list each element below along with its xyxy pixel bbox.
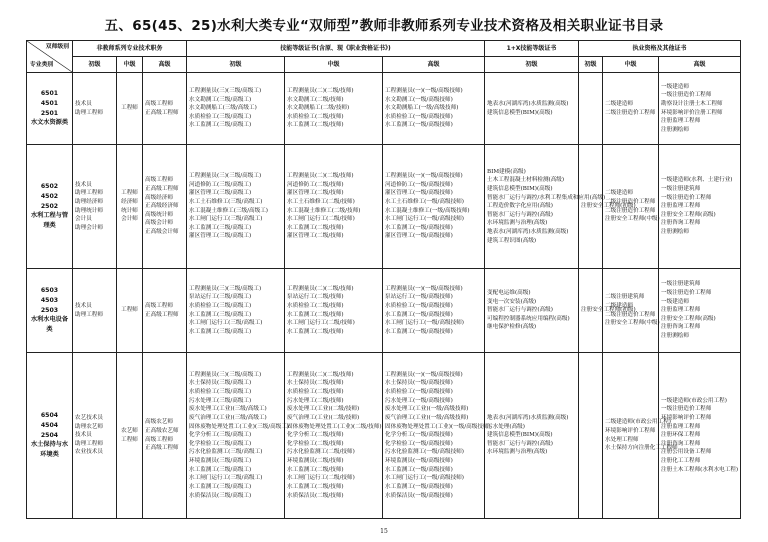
cert-item: 水质检验工(一级/高级技师) [385,388,453,395]
cert-item: 智能水厂运行与调控/水利工程集成和应用(高级) [487,194,606,201]
practice-junior-cell [579,73,603,145]
cert-item: 高级工程师 [145,177,173,184]
cert-item: 水工监测工(二级/技师) [287,224,344,231]
cert-item: 水土保持员(三级/高级工) [189,380,252,387]
practice-senior-cell [659,269,741,353]
cert-item: 二级注册建筑师 [605,294,645,301]
cert-item: 助理工程师 [75,311,103,318]
category-code: 4502 [40,193,59,201]
cert-item: BIM建模(高级) [487,168,526,175]
group-header-practice: 执业资格及其他证书 [579,41,741,57]
cert-item: 注册环保工程师 [661,432,701,439]
cert-item: 正高级工程师 [145,445,179,452]
cert-item: 水工土石维修工(一级/高级技师) [385,198,464,205]
cert-item: 水工闸门运行工(三级/高级工) [189,320,263,327]
cert-item: 灌区管理工(三级/高级工) [189,190,252,197]
cert-item: 注册咨询工程师 [661,324,701,331]
cert-item: 水工混凝土维修工(三级/高级工) [189,207,268,214]
cert-item: 废水处理工(工业)(一级/高级技师) [385,406,469,413]
level-header: 初级 [187,57,285,73]
category-name: 水利工程与管理类 [30,212,69,229]
skill-junior-cell [187,73,285,145]
cert-item: 化学检验工(一级/高级技师) [385,440,453,447]
nonteacher-mid-cell [117,353,143,519]
cert-item: 水工监测工(一级/高级技师) [385,484,453,491]
cert-item: 水质检验工(一级/高级技师) [385,113,453,120]
cert-item: 注册安全工程师(中级) [605,320,660,327]
level-header: 高级 [659,57,741,73]
category-code: 6501 [40,90,59,98]
cert-item: 水文勘测工(三级/高级工) [189,96,252,103]
cert-item: 水工闸门运行工(三级/高级工) [189,475,263,482]
skill-junior-cell [187,145,285,269]
cert-item: 注册监理工程师 [661,307,701,314]
group-header-nonteacher: 非教师系列专业技术职务 [73,41,187,57]
cert-item: 水质检验工(一级/高级技师) [385,302,453,309]
cert-item: 注册安全工程师(高级) [661,211,716,218]
cert-item: 二级建造师 [605,302,633,309]
cert-item: 二级建造师 [605,190,633,197]
cert-item: 水质保洁员(三级/高级工) [189,492,252,499]
cert-item: 污水化验监测工(二级/技师) [287,449,355,456]
cert-item: 水工闸门运行工(二级/技师) [287,320,355,327]
cert-item: 助理统计师 [75,207,103,214]
cert-item: 正高级农艺师 [145,427,179,434]
cert-item: 水工混凝土维修工(二级/技师) [287,207,361,214]
cert-item: 水工闸门运行工(三级/高级工) [189,216,263,223]
cert-item: 二级注册造价工程师 [605,198,656,205]
cert-item: 水文勘测船工(二级/技师) [287,105,350,112]
cert-item: 注册监理工程师 [661,423,701,430]
cert-item: 固体废物处理处置工(工业)(二级/技师) [287,423,382,430]
cert-item: 注册安全工程师(中级) [605,216,660,223]
cert-item: 一级注册造价工程师 [661,406,712,413]
cert-item: 注册监理工程师 [661,118,701,125]
cert-item: 水工监测工(三级/高级工) [189,328,252,335]
cert-item: 高级统计师 [145,211,173,218]
nonteacher-junior-cell [73,269,117,353]
cert-item: 水工监测工(三级/高级工) [189,311,252,318]
cert-item: 水工闸门运行工(二级/技师) [287,216,355,223]
category-cell [27,145,73,269]
cert-item: 水质检验工(三级/高级工) [189,302,252,309]
cert-item: 污水化验监测工(一级/高级技师) [385,449,464,456]
cert-item: 正高级会计师 [145,229,179,236]
cert-item: 固体废物处理处置工(工业)(一级/高级技师) [385,423,491,430]
cert-item: 化学检验工(二级/技师) [287,440,344,447]
nonteacher-mid-cell [117,145,143,269]
cert-item: 注册安全工程师(高级) [661,315,716,322]
page-number: 15 [380,528,388,535]
x-cert-junior-cell [485,353,579,519]
cert-item: 工程测量员(三)(三级/高级工) [189,172,262,179]
cert-item: 会计师 [121,216,138,223]
cert-item: 水工监测工(一级/高级技师) [385,224,453,231]
skill-junior-cell [187,269,285,353]
cert-item: 灌区管理工(一级/高级技师) [385,190,453,197]
cert-item: 灌区管理工(二级/技师) [287,233,344,240]
cert-item: 统计师 [121,207,138,214]
cert-item: 水文勘测工(二级/技师) [287,96,344,103]
skill-mid-cell [285,145,383,269]
cert-item: 水质保洁员(二级/技师) [287,492,344,499]
level-header: 初级 [73,57,117,73]
practice-mid-cell [603,73,659,145]
cert-item: 水工监测工(三级/高级工) [189,224,252,231]
cert-item: 环境影响评价工程师 [661,414,712,421]
header-corner-cell [27,41,73,73]
cert-item: 水工监测工(二级/技师) [287,484,344,491]
practice-senior-cell [659,145,741,269]
cert-item: 技术员 [75,432,92,439]
corner-top-label: 双师级别 [45,44,69,50]
cert-item: 正高级工程师 [145,109,179,116]
category-name: 水文水资源类 [30,119,69,127]
cert-item: 水工闸门运行工(一级/高级技师) [385,320,464,327]
cert-item: 继电保护检修(高级) [487,324,537,331]
table-row [27,73,741,145]
cert-item: 正高级工程师 [145,311,179,318]
cert-item: 土木工程混凝土材料检测(高级) [487,177,565,184]
cert-item: 智能水厂运行与调控(高级) [487,307,553,314]
cert-item: 高级会计师 [145,220,173,227]
cert-item: 工程师 [121,436,138,443]
nonteacher-senior-cell [143,353,187,519]
cert-item: 注册测绘师 [661,229,689,236]
skill-mid-cell [285,353,383,519]
cert-item: 一级建造师 [661,83,689,90]
skill-mid-cell [285,73,383,145]
category-cell [27,73,73,145]
nonteacher-mid-cell [117,73,143,145]
cert-item: 技术员 [75,302,92,309]
cert-item: 一级建造师(市政公用工程) [661,397,727,404]
cert-item: 化学分析工(三级/高级工) [189,432,252,439]
cert-item: 智能水厂运行与调控(高级) [487,211,553,218]
cert-item: 环境监测员(二级/技师) [287,458,344,465]
skill-senior-cell [383,73,485,145]
cert-item: 泵站运行工(三级/高级工) [189,294,252,301]
cert-item: 污水化验监测工(三级/高级工) [189,449,263,456]
cert-item: 二级建造师(市政公用工程) [605,419,671,426]
level-header: 中级 [117,57,143,73]
cert-item: 水工监测工(一级/高级技师) [385,311,453,318]
cert-item: 注册测绘师 [661,126,689,133]
cert-item: 二级注册造价工程师 [605,109,656,116]
cert-item: 一级建造师(水利、土建行业) [661,177,733,184]
cert-item: 水文勘测船工(三级/高级工) [189,105,257,112]
cert-item: 二级建造师 [605,100,633,107]
skill-senior-cell [383,269,485,353]
category-code: 6503 [40,287,59,295]
skill-junior-cell [187,353,290,519]
skill-senior-cell [383,145,485,269]
practice-mid-cell [603,145,659,269]
cert-item: 水工闸门运行工(一级/高级技师) [385,216,464,223]
cert-item: 废水处理工(工业)(三级/高级工) [189,406,267,413]
category-code: 6504 [40,412,59,420]
cert-item: 水工监测工(二级/技师) [287,328,344,335]
cert-item: 正高级工程师 [145,185,179,192]
cert-item: 一级建造师 [661,298,689,305]
cert-item: 水质检验工(二级/技师) [287,302,344,309]
cert-item: 水工监测工(二级/技师) [287,311,344,318]
category-code: 6502 [40,183,59,191]
level-header: 高级 [143,57,187,73]
cert-item: 水工闸门运行工(二级/技师) [287,475,355,482]
practice-mid-cell [603,269,659,353]
cert-item: 建筑信息模型(BIM)(高级) [487,185,553,192]
cert-item: 水工监测工(三级/高级工) [189,122,252,129]
cert-item: 工程测量员(三)(三级/高级工) [189,285,262,292]
cert-item: 污水处理工(一级/高级技师) [385,397,453,404]
cert-item: 注册咨询工程师 [661,440,701,447]
cert-item: 化学分析工(二级/技师) [287,432,344,439]
cert-item: 泵站运行工(二级/技师) [287,294,344,301]
cert-item: 泵站运行工(一级/高级技师) [385,294,453,301]
cert-item: 注册安全工程师(初级) [581,307,636,314]
cert-item: 环境影响评价注册工程师 [661,109,723,116]
cert-item: 工程测量员(三)(三级/高级工) [189,371,262,378]
cert-item: 工程测量员(二)(二级/技师) [287,87,354,94]
cert-item: 水质检验工(三级/高级工) [189,113,252,120]
practice-senior-cell [659,73,741,145]
cert-item: 高级工程师 [145,100,173,107]
level-header: 高级 [383,57,485,73]
nonteacher-mid-cell [117,269,143,353]
cert-item: 河道修防工(三级/高级工) [189,181,252,188]
cert-item: 工程师 [121,105,138,112]
cert-item: 水文勘测船工(一级/高级技师) [385,105,459,112]
category-code: 2503 [40,306,59,314]
cert-item: 建筑信息模型(BIM)(高级) [487,109,553,116]
cert-item: 高级农艺师 [145,419,173,426]
cert-item: 河道修防工(一级/高级技师) [385,181,453,188]
nonteacher-senior-cell [143,145,187,269]
x-cert-junior-cell [485,269,579,353]
cert-item: 水工监测工(一级/高级技师) [385,328,453,335]
cert-item: 地表水(河湖库湾)水质监测(高级) [487,414,569,421]
cert-item: 工程测量员(二)(二级/技师) [287,285,354,292]
cert-item: 水工监测工(二级/技师) [287,122,344,129]
x-cert-junior-cell [485,73,579,145]
cert-item: 水土保持员(二级/技师) [287,380,344,387]
cert-item: 变配电运维(高级) [487,289,531,296]
cert-item: 工程测量员(一)(一级/高级技师) [385,285,463,292]
category-code: 4501 [40,99,59,107]
category-name: 水利水电设备类 [30,316,69,333]
cert-item: 水工监测工(三级/高级工) [189,484,252,491]
cert-item: 工程师 [121,190,138,197]
cert-item: 灌区管理工(三级/高级工) [189,233,252,240]
cert-item: 高级经济师 [145,194,173,201]
table-row [27,353,741,519]
cert-item: 水工监测工(三级/高级工) [189,466,252,473]
cert-item: 水质检验工(二级/技师) [287,113,344,120]
cert-item: 化学分析工(一级/高级技师) [385,432,453,439]
cert-item: 污水处理(高级) [487,423,525,430]
cert-item: 技术员 [75,181,92,188]
category-name: 水土保持与水环境类 [30,441,69,458]
cert-item: 工程测量员(二)(二级/技师) [287,172,354,179]
cert-item: 一级注册造价工程师 [661,194,712,201]
cert-item: 助理经济师 [75,198,103,205]
cert-item: 工程测量员(一)(一级/高级技师) [385,172,463,179]
category-cell [27,353,73,519]
cert-item: 正高级经济师 [145,203,179,210]
cert-item: 助理工程师 [75,109,103,116]
cert-item: 高级工程师 [145,436,173,443]
cert-item: 高级工程师 [145,302,173,309]
cert-item: 一级注册造价工程师 [661,289,712,296]
cert-item: 水土保持方向注册化工工程师 [605,445,678,452]
cert-item: 建筑工程识图(高级) [487,237,537,244]
nonteacher-junior-cell [73,353,117,519]
cert-item: 工程测量员(三)(三级/高级工) [189,87,262,94]
cert-item: 废气治理工(工业)(二级/技师) [287,414,360,421]
cert-item: 勘察设计注册土木工程师 [661,100,723,107]
cert-item: 水工混凝土维修工(一级/高级技师) [385,207,470,214]
cert-item: 智能水厂运行与调控(高级) [487,440,553,447]
cert-item: 水工监测工(一级/高级技师) [385,466,453,473]
cert-item: 会计员 [75,216,92,223]
cert-item: 废气治理工(工业)(三级/高级工) [189,414,267,421]
category-code: 4504 [40,422,59,430]
cert-item: 注册测绘师 [661,333,689,340]
group-header-x: 1+X技能等级证书 [485,41,579,57]
cert-item: 灌区管理工(一级/高级技师) [385,233,453,240]
certificate-table [26,40,741,519]
page-title: 五、65(45、25)水利大类专业“双师型”教师非教师系列专业技术资格及相关职业证书目录 [104,18,664,34]
cert-item: 一级注册建筑师 [661,185,701,192]
cert-item: 环境监测员(三级/高级工) [189,458,252,465]
corner-bottom-label: 专业类别 [30,62,54,69]
cert-item: 地表水(河湖库湾)水质监测(高级) [487,100,569,107]
cert-item: 工程测量员(二)(二级/技师) [287,371,354,378]
practice-mid-cell [603,353,678,519]
group-header-skill: 技能等级证书(含原、现《职业资格证书》) [187,41,485,57]
nonteacher-senior-cell [143,73,187,145]
practice-senior-cell [659,353,741,519]
cert-item: 环境影响评价工程师 [605,427,656,434]
cert-item: 一级注册建筑师 [661,281,701,288]
cert-item: 废水处理工(工业)(二级/技师) [287,406,360,413]
cert-item: 污水处理工(二级/技师) [287,397,344,404]
cert-item: 污水处理工(三级/高级工) [189,397,252,404]
cert-item: 灌区管理工(二级/技师) [287,190,344,197]
cert-item: 可编程控制器系统应用编程(高级) [487,315,570,322]
table-row [27,269,741,353]
cert-item: 农业技术员 [75,449,103,456]
cert-item: 注册咨询工程师 [661,220,701,227]
cert-item: 环境监测员(一级/高级技师) [385,458,453,465]
cert-item: 农艺技术员 [75,414,103,421]
cert-item: 水环境监测与治理(高级) [487,449,548,456]
table-row [27,145,741,269]
category-code: 4503 [40,297,59,305]
cert-item: 化学检验工(三级/高级工) [189,440,252,447]
cert-item: 建筑信息模型(BIM)(高级) [487,432,553,439]
cert-item: 工程造价数字化应用(高级) [487,203,553,210]
cert-item: 工程师 [121,307,138,314]
cert-item: 注册土木工程师(水利水电工程) [661,466,739,473]
cert-item: 二级注册造价工程师 [605,207,656,214]
cert-item: 固体废物处理处置工(工业)(三级/高级工) [189,423,290,430]
nonteacher-junior-cell [73,145,117,269]
nonteacher-senior-cell [143,269,187,353]
x-cert-junior-cell [485,145,606,269]
cert-item: 注册公用设备工程师 [661,449,712,456]
nonteacher-junior-cell [73,73,117,145]
cert-item: 水质保洁员(一级/高级技师) [385,492,453,499]
level-header: 初级 [485,57,579,73]
category-code: 2504 [40,431,59,439]
cert-item: 助理工程师 [75,440,103,447]
level-header: 初级 [579,57,603,73]
cert-item: 助理工程师 [75,190,103,197]
cert-item: 水环境监测与治理(高级) [487,220,548,227]
cert-item: 地表水(河湖库湾)水质监测(高级) [487,229,569,236]
cert-item: 水工闸门运行工(一级/高级技师) [385,475,464,482]
cert-item: 注册安全工程师(初级) [581,203,636,210]
cert-item: 水文勘测工(一级/高级技师) [385,96,453,103]
cert-item: 农艺师 [121,427,138,434]
category-code: 2501 [40,109,59,117]
cert-item: 工程测量员(一)(一级/高级技师) [385,87,463,94]
cert-item: 废气治理工(工业)(一级/高级技师) [385,414,469,421]
cert-item: 水质检验工(三级/高级工) [189,388,252,395]
cert-item: 一级注册造价工程师 [661,92,712,99]
cert-item: 经济师 [121,198,138,205]
cert-item: 二级注册造价工程师 [605,311,656,318]
level-header: 中级 [285,57,383,73]
cert-item: 水工监测工(二级/技师) [287,466,344,473]
cert-item: 水工土石维修工(三级/高级工) [189,198,263,205]
cert-item: 水工土石维修工(二级/技师) [287,198,355,205]
level-header: 中级 [603,57,659,73]
category-cell [27,269,73,353]
cert-item: 注册监理工程师 [661,203,701,210]
cert-item: 水工监测工(一级/高级技师) [385,122,453,129]
practice-junior-cell [579,353,603,519]
cert-item: 水土保持员(一级/高级技师) [385,380,453,387]
category-code: 2502 [40,202,59,210]
cert-item: 助理农艺师 [75,423,103,430]
cert-item: 技术员 [75,100,92,107]
skill-mid-cell [285,269,383,353]
skill-senior-cell [383,353,491,519]
cert-item: 变电一次安装(高级) [487,298,537,305]
cert-item: 河道修防工(二级/技师) [287,181,344,188]
cert-item: 助理会计师 [75,224,103,231]
cert-item: 水处理工程师 [605,436,639,443]
cert-item: 注册化工工程师 [661,458,701,465]
cert-item: 水质检验工(二级/技师) [287,388,344,395]
cert-item: 工程测量员(一)(一级/高级技师) [385,371,463,378]
